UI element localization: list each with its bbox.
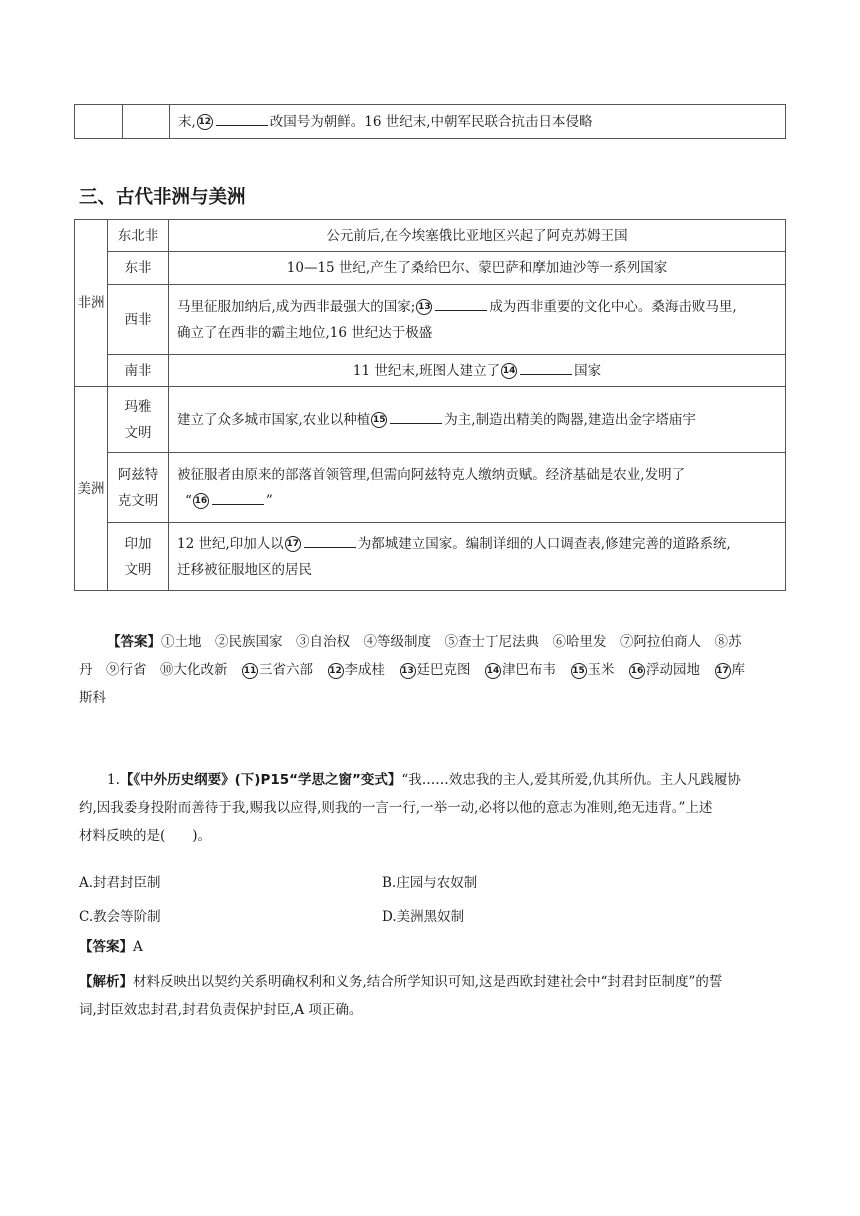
text: 浮动园地	[646, 662, 714, 678]
text: 文明	[124, 424, 152, 441]
circled-number: 15	[371, 412, 387, 428]
circled-number: 12	[328, 663, 344, 679]
region-content	[169, 453, 786, 523]
analysis-label: 【解析】	[79, 974, 133, 990]
question-number: 1.	[107, 772, 120, 788]
circled-number: 13	[416, 299, 432, 315]
text: 库	[731, 662, 745, 678]
answer-label: 【答案】	[79, 939, 133, 955]
text: 丹 ⑨行省 ⑩大化改新	[79, 662, 241, 678]
text: 玛雅	[124, 398, 152, 415]
text: “我……效忠我的主人,爱其所爱,仇其所仇。主人凡践履协	[401, 772, 741, 788]
circled-number: 17	[285, 536, 301, 552]
question-1-answer	[79, 933, 143, 961]
region-label	[108, 523, 169, 591]
text: 12 世纪,印加人以	[177, 535, 284, 552]
africa-label: 非洲	[75, 220, 108, 387]
circled-number: 13	[400, 663, 416, 679]
question-source: 【《中外历史纲要》(下)P15“学思之窗”变式】	[119, 772, 402, 788]
circled-number: 14	[485, 663, 501, 679]
fill-blank[interactable]	[216, 111, 268, 126]
text: 李成桂	[344, 662, 399, 678]
text: 马里征服加纳后,成为西非最强大的国家;	[177, 298, 416, 315]
text: ”	[265, 492, 273, 509]
text: 克文明	[117, 492, 159, 509]
text: ①土地 ②民族国家 ③自治权 ④等级制度 ⑤查士丁尼法典 ⑥哈里发 ⑦阿拉伯商人 ⑧苏	[161, 634, 742, 650]
region-label	[108, 453, 169, 523]
text: 印加	[124, 535, 152, 552]
top-table-content	[170, 105, 786, 139]
region-content	[169, 523, 786, 591]
circled-number: 14	[501, 363, 517, 379]
region-content	[169, 387, 786, 453]
text: 材料反映出以契约关系明确权利和义务,结合所学知识可知,这是西欧封建社会中“封君封臣制度”的誓	[133, 974, 723, 990]
text: 成为西非重要的文化中心。桑海击败马里,	[489, 298, 737, 315]
answer-block	[79, 628, 791, 712]
text: 改国号为朝鲜。16 世纪末,中朝军民联合抗击日本侵略	[269, 113, 593, 130]
text: 词,封臣效忠封君,封君负责保护封臣,A 项正确。	[79, 1002, 363, 1018]
fill-blank[interactable]	[520, 360, 572, 375]
text: 为都城建立国家。编制详细的人口调查表,修建完善的道路系统,	[357, 535, 731, 552]
region-content	[169, 285, 786, 355]
text: 材料反映的是( )。	[79, 828, 212, 844]
text: 被征服者由原来的部落首领管理,但需向阿兹特克人缴纳贡赋。经济基础是农业,发明了	[177, 466, 686, 483]
answer-label: 【答案】	[107, 634, 161, 650]
circled-number: 16	[629, 663, 645, 679]
text: 确立了在西非的霸主地位,16 世纪达于极盛	[177, 324, 433, 341]
text: 津巴布韦	[502, 662, 570, 678]
option-b[interactable]: B.庄园与农奴制	[382, 875, 478, 891]
circled-number: 15	[571, 663, 587, 679]
fill-blank[interactable]	[304, 533, 356, 548]
text: 为主,制造出精美的陶器,建造出金字塔庙宇	[444, 411, 696, 428]
top-table-cell-empty-1	[75, 105, 123, 139]
section-title: 三、古代非洲与美洲	[79, 187, 246, 208]
region-content	[169, 355, 786, 387]
text: 玉米	[587, 662, 628, 678]
fill-blank[interactable]	[212, 490, 264, 505]
text: 迁移被征服地区的居民	[177, 561, 312, 578]
region-label	[108, 387, 169, 453]
circled-number: 16	[193, 493, 209, 509]
top-table-cell-empty-2	[123, 105, 170, 139]
fill-blank[interactable]	[390, 409, 442, 424]
america-label: 美洲	[75, 387, 108, 591]
text: 斯科	[79, 690, 106, 706]
option-c[interactable]: C.教会等阶制	[79, 909, 161, 925]
circled-number: 17	[715, 663, 731, 679]
africa-america-table	[74, 219, 786, 591]
region-label: 南非	[108, 355, 169, 387]
option-d[interactable]: D.美洲黑奴制	[382, 909, 465, 925]
region-content: 10—15 世纪,产生了桑给巴尔、蒙巴萨和摩加迪沙等一系列国家	[169, 252, 786, 285]
circled-number: 12	[197, 114, 213, 130]
question-1-analysis	[79, 968, 791, 1024]
region-label: 西非	[108, 285, 169, 355]
region-content: 公元前后,在今埃塞俄比亚地区兴起了阿克苏姆王国	[169, 220, 786, 252]
answer-value: A	[133, 939, 143, 955]
text: 廷巴克图	[416, 662, 484, 678]
circled-number: 11	[242, 663, 258, 679]
text: 11 世纪末,班图人建立了	[352, 362, 501, 379]
text: 三省六部	[259, 662, 327, 678]
text: 国家	[574, 362, 602, 379]
region-label: 东北非	[108, 220, 169, 252]
text: 阿兹特	[117, 466, 159, 483]
text: 文明	[124, 561, 152, 578]
text: 建立了众多城市国家,农业以种植	[177, 411, 371, 428]
text: 约,因我委身投附而善待于我,赐我以应得,则我的一言一行,一举一动,必将以他的意志为准则,绝无违背。”上述	[79, 800, 713, 816]
text: “	[185, 492, 192, 509]
fill-blank[interactable]	[435, 296, 487, 311]
text: 末,	[178, 113, 196, 130]
option-a[interactable]: A.封君封臣制	[79, 875, 161, 891]
question-1	[79, 766, 791, 850]
top-table	[74, 104, 786, 139]
region-label: 东非	[108, 252, 169, 285]
